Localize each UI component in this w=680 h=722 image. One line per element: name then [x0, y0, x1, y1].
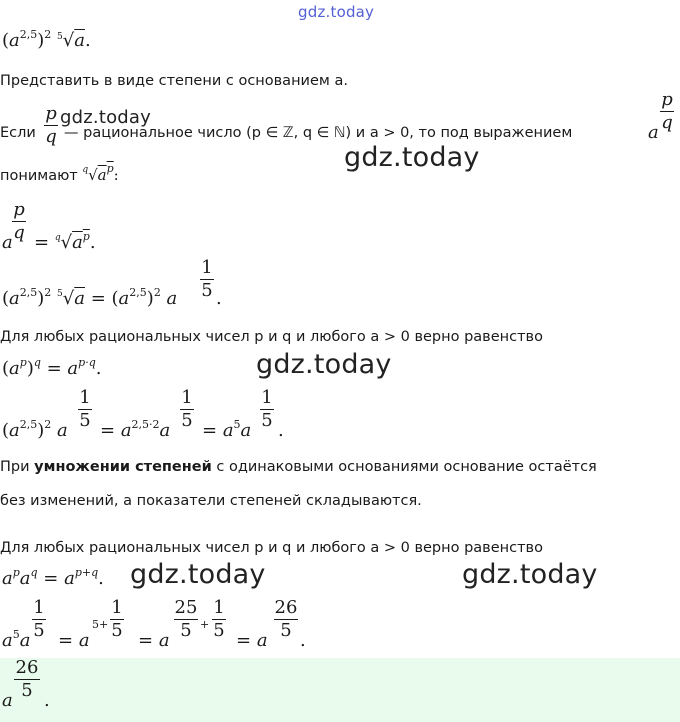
watermark-2: gdz.today — [256, 349, 392, 380]
step3-eq3: = a — [236, 630, 268, 651]
step1-fraction: 1 5 — [201, 257, 213, 301]
step3-fraction-2: 1 5 — [111, 597, 123, 641]
def-formula-rhs: = $^q√a^p$. — [34, 230, 96, 253]
step2-mid: = $a^{2,5\cdot 2}a$ — [100, 418, 171, 441]
step3-exp-5plus: 5+ — [92, 618, 109, 631]
answer-fraction: 26 5 — [15, 657, 39, 701]
step3-fraction-1: 1 5 — [33, 597, 45, 641]
watermark-1: gdz.today — [344, 142, 480, 173]
rule3-line2: без изменений, а показатели степеней складываются. — [0, 493, 422, 509]
step3-start: $a^5a$ — [2, 628, 31, 651]
step3-period: . — [300, 630, 306, 651]
fraction-p-over-q-exp: p q — [661, 89, 673, 133]
def-formula-a: a — [2, 232, 13, 253]
rule1-suffix: понимают $^q√a^p$: — [0, 162, 119, 184]
problem-expression: $(a^{2,5})^2$ $^5$√a. — [2, 28, 91, 51]
watermark-inline: gdz.today — [60, 107, 152, 128]
step3-eq2: = a — [138, 630, 170, 651]
rule2-text: Для любых рациональных чисел p и q и любого a > 0 верно равенство — [0, 329, 543, 345]
rule3-line1: При умножении степеней с одинаковыми основаниями основание остаётся — [0, 459, 597, 475]
step2-mid2: = $a^5a$ — [202, 418, 252, 441]
def-fraction: p q — [13, 199, 25, 243]
watermark-3: gdz.today — [130, 559, 266, 590]
task-text: Представить в виде степени с основанием a. — [0, 73, 348, 89]
step2-fraction-3: 1 5 — [261, 387, 273, 431]
step2-period: . — [278, 420, 284, 441]
step3-fraction-26: 26 5 — [274, 597, 298, 641]
step3-plus: + — [200, 618, 210, 631]
answer-period: . — [44, 690, 50, 711]
answer-a: a — [2, 690, 13, 711]
rule1-middle: — рациональное число (p ∈ ℤ, q ∈ ℕ) и a > 0, то под выражением — [64, 125, 573, 141]
rule1-prefix: Если — [0, 125, 36, 141]
answer-box — [0, 658, 680, 722]
step3-fraction-3: 1 5 — [213, 597, 225, 641]
step3-eq1: = a — [58, 630, 90, 651]
step2-expr: $(a^{2,5})^2$ a — [2, 418, 68, 441]
rule4-text: Для любых рациональных чисел p и q и любого a > 0 верно равенство — [0, 540, 543, 556]
step1-lhs: $(a^{2,5})^2$ $^5√a = (a^{2,5})^2$ a — [2, 286, 178, 309]
watermark-4: gdz.today — [462, 559, 598, 590]
rule4-formula: $a^pa^q = a^{p+q}$. — [2, 566, 104, 589]
fraction-p-over-q: p q — [45, 103, 57, 147]
rule2-formula: $(a^p)^q = a^{p\cdot q}$. — [2, 356, 102, 379]
watermark-top: gdz.today — [298, 3, 375, 21]
step3-fraction-25: 25 5 — [174, 597, 198, 641]
a-power-p-q: a — [648, 122, 659, 143]
step2-fraction-2: 1 5 — [181, 387, 193, 431]
step2-fraction-1: 1 5 — [79, 387, 91, 431]
step1-period: . — [216, 288, 222, 309]
